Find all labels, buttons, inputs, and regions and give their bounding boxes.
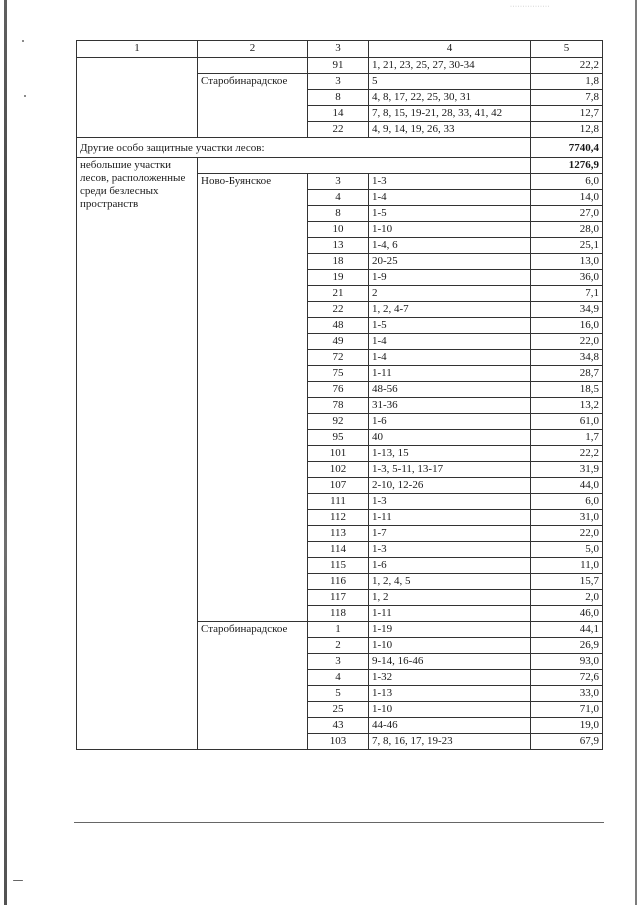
- table-row: [77, 638, 603, 654]
- quarter-cell: 25: [308, 702, 369, 718]
- area-cell: 22,0: [531, 334, 603, 350]
- category-cell: [77, 558, 198, 574]
- plots-cell: 5: [369, 74, 531, 90]
- category-cell: [77, 106, 198, 122]
- table-row: [77, 670, 603, 686]
- table-row: [77, 462, 603, 478]
- plots-cell: 1-19: [369, 622, 531, 638]
- category-cell: [77, 222, 198, 238]
- forestry-cell: [198, 122, 308, 138]
- category-cell: [77, 590, 198, 606]
- quarter-cell: 78: [308, 398, 369, 414]
- category-cell: [77, 654, 198, 670]
- plots-cell: 1-6: [369, 414, 531, 430]
- plots-cell: 1-3: [369, 174, 531, 190]
- area-cell: 27,0: [531, 206, 603, 222]
- area-cell: 28,7: [531, 366, 603, 382]
- forestry-cell: [198, 222, 308, 238]
- forestry-cell: [198, 558, 308, 574]
- table-row: [77, 558, 603, 574]
- forestry-cell: [198, 638, 308, 654]
- plots-cell: 1-4: [369, 334, 531, 350]
- forestry-cell: [198, 718, 308, 734]
- plots-cell: 31-36: [369, 398, 531, 414]
- total-row: [77, 138, 603, 158]
- plots-cell: 4, 8, 17, 22, 25, 30, 31: [369, 90, 531, 106]
- table-row: [77, 478, 603, 494]
- quarter-cell: 4: [308, 190, 369, 206]
- quarter-cell: 75: [308, 366, 369, 382]
- plots-cell: 1-13, 15: [369, 446, 531, 462]
- table-row: [77, 510, 603, 526]
- forestry-cell: Старобинарадское: [198, 622, 308, 638]
- quarter-cell: 18: [308, 254, 369, 270]
- table-row: [77, 654, 603, 670]
- quarter-cell: 22: [308, 302, 369, 318]
- table-row: [77, 414, 603, 430]
- category-cell: [77, 58, 198, 74]
- plots-cell: 7, 8, 16, 17, 19-23: [369, 734, 531, 750]
- plots-cell: 7, 8, 15, 19-21, 28, 33, 41, 42: [369, 106, 531, 122]
- table-row: [77, 286, 603, 302]
- forestry-cell: [198, 510, 308, 526]
- plots-cell: 1-13: [369, 686, 531, 702]
- forestry-cell: [198, 302, 308, 318]
- table-row: [77, 398, 603, 414]
- plots-cell: 1-9: [369, 270, 531, 286]
- category-cell: [77, 334, 198, 350]
- quarter-cell: 1: [308, 622, 369, 638]
- area-cell: 72,6: [531, 670, 603, 686]
- area-cell: 31,9: [531, 462, 603, 478]
- category-cell: [77, 526, 198, 542]
- area-cell: 5,0: [531, 542, 603, 558]
- quarter-cell: 3: [308, 74, 369, 90]
- forestry-cell: [198, 686, 308, 702]
- plots-cell: 1-3: [369, 494, 531, 510]
- area-cell: 33,0: [531, 686, 603, 702]
- area-cell: 36,0: [531, 270, 603, 286]
- plots-cell: 1-7: [369, 526, 531, 542]
- plots-cell: 1-5: [369, 318, 531, 334]
- quarter-cell: 4: [308, 670, 369, 686]
- category-cell: [77, 270, 198, 286]
- area-cell: 61,0: [531, 414, 603, 430]
- quarter-cell: 43: [308, 718, 369, 734]
- quarter-cell: 103: [308, 734, 369, 750]
- category-cell: [77, 670, 198, 686]
- forestry-cell: [198, 190, 308, 206]
- column-number-5: 5: [531, 41, 603, 58]
- area-cell: 22,0: [531, 526, 603, 542]
- subcategory-blank-cell: [198, 158, 531, 174]
- total-label: Другие особо защитные участки лесов:: [77, 138, 531, 158]
- table-row: [77, 446, 603, 462]
- forestry-cell: [198, 430, 308, 446]
- scan-edge-right: [635, 0, 637, 905]
- plots-cell: 1-11: [369, 510, 531, 526]
- table-row: [77, 526, 603, 542]
- subcategory-value: 1276,9: [531, 158, 603, 174]
- area-cell: 31,0: [531, 510, 603, 526]
- table-row: [77, 734, 603, 750]
- plots-cell: 1-11: [369, 606, 531, 622]
- forestry-cell: [198, 58, 308, 74]
- quarter-cell: 111: [308, 494, 369, 510]
- category-cell: [77, 238, 198, 254]
- forestry-cell: [198, 398, 308, 414]
- category-cell: [77, 90, 198, 106]
- forestry-cell: [198, 414, 308, 430]
- forestry-cell: [198, 574, 308, 590]
- table-row: [77, 106, 603, 122]
- category-cell: [77, 398, 198, 414]
- plots-cell: 1-3, 5-11, 13-17: [369, 462, 531, 478]
- area-cell: 6,0: [531, 174, 603, 190]
- plots-cell: 1-10: [369, 222, 531, 238]
- category-cell: [77, 478, 198, 494]
- category-cell: [77, 446, 198, 462]
- forestry-cell: [198, 382, 308, 398]
- plots-cell: 40: [369, 430, 531, 446]
- quarter-cell: 76: [308, 382, 369, 398]
- forestry-cell: [198, 350, 308, 366]
- area-cell: 14,0: [531, 190, 603, 206]
- category-cell: [77, 718, 198, 734]
- area-cell: 7,1: [531, 286, 603, 302]
- plots-cell: 20-25: [369, 254, 531, 270]
- quarter-cell: 115: [308, 558, 369, 574]
- category-cell: [77, 414, 198, 430]
- plots-cell: 1-4: [369, 350, 531, 366]
- table-row: [77, 74, 603, 90]
- forestry-cell: [198, 318, 308, 334]
- forestry-cell: [198, 334, 308, 350]
- quarter-cell: 5: [308, 686, 369, 702]
- quarter-cell: 3: [308, 654, 369, 670]
- plots-cell: 1, 2: [369, 590, 531, 606]
- plots-cell: 1, 2, 4, 5: [369, 574, 531, 590]
- table-header-row: [77, 41, 603, 58]
- quarter-cell: 49: [308, 334, 369, 350]
- forestry-cell: [198, 526, 308, 542]
- table-row: [77, 254, 603, 270]
- quarter-cell: 21: [308, 286, 369, 302]
- forestry-cell: [198, 270, 308, 286]
- scan-edge-left: [4, 0, 7, 905]
- category-cell: [77, 606, 198, 622]
- forestry-cell: [198, 702, 308, 718]
- quarter-cell: 118: [308, 606, 369, 622]
- table-row: [77, 222, 603, 238]
- table-row: [77, 542, 603, 558]
- quarter-cell: 72: [308, 350, 369, 366]
- area-cell: 26,9: [531, 638, 603, 654]
- category-cell: [77, 430, 198, 446]
- forestry-cell: [198, 90, 308, 106]
- table-row: [77, 702, 603, 718]
- area-cell: 22,2: [531, 58, 603, 74]
- area-cell: 93,0: [531, 654, 603, 670]
- category-cell: [77, 734, 198, 750]
- category-cell: [77, 318, 198, 334]
- quarter-cell: 102: [308, 462, 369, 478]
- table-row: [77, 302, 603, 318]
- forestry-cell: [198, 654, 308, 670]
- area-cell: 34,9: [531, 302, 603, 318]
- category-cell: [77, 382, 198, 398]
- forestry-cell: Ново-Буянское: [198, 174, 308, 190]
- column-number-1: 1: [77, 41, 198, 58]
- forestry-cell: [198, 670, 308, 686]
- plots-cell: 48-56: [369, 382, 531, 398]
- table-row: [77, 270, 603, 286]
- subcategory-label-cell: [77, 158, 198, 210]
- table-row: [77, 574, 603, 590]
- column-number-3: 3: [308, 41, 369, 58]
- area-cell: 15,7: [531, 574, 603, 590]
- page-bottom-rule: [74, 822, 604, 823]
- quarter-cell: 117: [308, 590, 369, 606]
- area-cell: 1,8: [531, 74, 603, 90]
- category-cell: [77, 494, 198, 510]
- subcategory-row: [77, 158, 603, 174]
- quarter-cell: 22: [308, 122, 369, 138]
- area-cell: 28,0: [531, 222, 603, 238]
- quarter-cell: 8: [308, 206, 369, 222]
- forestry-cell: [198, 286, 308, 302]
- plots-cell: 1-6: [369, 558, 531, 574]
- category-cell: [77, 462, 198, 478]
- forestry-cell: [198, 494, 308, 510]
- quarter-cell: 2: [308, 638, 369, 654]
- quarter-cell: 10: [308, 222, 369, 238]
- table-row: [77, 334, 603, 350]
- forestry-cell: [198, 238, 308, 254]
- category-cell: [77, 286, 198, 302]
- forestry-cell: [198, 542, 308, 558]
- area-cell: 44,0: [531, 478, 603, 494]
- table-row: [77, 718, 603, 734]
- category-cell: [77, 122, 198, 138]
- forestry-cell: [198, 366, 308, 382]
- table-row: [77, 122, 603, 138]
- table-row: [77, 318, 603, 334]
- table-row: [77, 350, 603, 366]
- area-cell: 25,1: [531, 238, 603, 254]
- plots-cell: 1, 21, 23, 25, 27, 30-34: [369, 58, 531, 74]
- quarter-cell: 91: [308, 58, 369, 74]
- scan-speck: [24, 95, 26, 97]
- forestry-cell: Старобинарадское: [198, 74, 308, 90]
- plots-cell: 1-32: [369, 670, 531, 686]
- forestry-cell: [198, 590, 308, 606]
- area-cell: 22,2: [531, 446, 603, 462]
- quarter-cell: 92: [308, 414, 369, 430]
- quarter-cell: 14: [308, 106, 369, 122]
- subcategory-label: небольшие участки лесов, расположенные среди безлесных пространств: [80, 159, 186, 210]
- area-cell: 34,8: [531, 350, 603, 366]
- quarter-cell: 101: [308, 446, 369, 462]
- table-row: [77, 590, 603, 606]
- area-cell: 44,1: [531, 622, 603, 638]
- category-cell: [77, 366, 198, 382]
- table-row: [77, 238, 603, 254]
- plots-cell: 2: [369, 286, 531, 302]
- quarter-cell: 114: [308, 542, 369, 558]
- quarter-cell: 13: [308, 238, 369, 254]
- area-cell: 18,5: [531, 382, 603, 398]
- forestry-cell: [198, 734, 308, 750]
- plots-cell: 1-4, 6: [369, 238, 531, 254]
- area-cell: 19,0: [531, 718, 603, 734]
- category-cell: [77, 542, 198, 558]
- plots-cell: 1-11: [369, 366, 531, 382]
- area-cell: 2,0: [531, 590, 603, 606]
- table-row: [77, 90, 603, 106]
- table-row: [77, 58, 603, 74]
- area-cell: 46,0: [531, 606, 603, 622]
- quarter-cell: 48: [308, 318, 369, 334]
- scan-speck: [22, 40, 24, 42]
- area-cell: 7,8: [531, 90, 603, 106]
- plots-cell: 44-46: [369, 718, 531, 734]
- forestry-cell: [198, 462, 308, 478]
- plots-cell: 1-4: [369, 190, 531, 206]
- quarter-cell: 95: [308, 430, 369, 446]
- area-cell: 11,0: [531, 558, 603, 574]
- quarter-cell: 3: [308, 174, 369, 190]
- column-number-2: 2: [198, 41, 308, 58]
- forestry-cell: [198, 106, 308, 122]
- table-row: [77, 622, 603, 638]
- plots-cell: 1-3: [369, 542, 531, 558]
- quarter-cell: 113: [308, 526, 369, 542]
- category-cell: [77, 638, 198, 654]
- quarter-cell: 116: [308, 574, 369, 590]
- table-row: [77, 494, 603, 510]
- category-cell: [77, 702, 198, 718]
- area-cell: 12,8: [531, 122, 603, 138]
- category-cell: [77, 74, 198, 90]
- plots-cell: 1-5: [369, 206, 531, 222]
- scan-header-noise: ················: [510, 4, 550, 10]
- table-row: [77, 430, 603, 446]
- forestry-cell: [198, 254, 308, 270]
- area-cell: 1,7: [531, 430, 603, 446]
- category-cell: [77, 686, 198, 702]
- scan-speck: [13, 880, 23, 881]
- forestry-cell: [198, 206, 308, 222]
- category-cell: [77, 510, 198, 526]
- category-cell: [77, 350, 198, 366]
- table-row: [77, 606, 603, 622]
- forest-plots-table: [76, 40, 603, 750]
- plots-cell: 1, 2, 4-7: [369, 302, 531, 318]
- table-row: [77, 686, 603, 702]
- forestry-cell: [198, 478, 308, 494]
- plots-cell: 9-14, 16-46: [369, 654, 531, 670]
- quarter-cell: 8: [308, 90, 369, 106]
- area-cell: 71,0: [531, 702, 603, 718]
- forestry-cell: [198, 446, 308, 462]
- area-cell: 13,2: [531, 398, 603, 414]
- area-cell: 6,0: [531, 494, 603, 510]
- area-cell: 16,0: [531, 318, 603, 334]
- forestry-cell: [198, 606, 308, 622]
- category-cell: [77, 254, 198, 270]
- table-row: [77, 382, 603, 398]
- quarter-cell: 19: [308, 270, 369, 286]
- area-cell: 12,7: [531, 106, 603, 122]
- category-cell: [77, 622, 198, 638]
- area-cell: 13,0: [531, 254, 603, 270]
- plots-cell: 4, 9, 14, 19, 26, 33: [369, 122, 531, 138]
- column-number-4: 4: [369, 41, 531, 58]
- category-cell: [77, 574, 198, 590]
- quarter-cell: 112: [308, 510, 369, 526]
- table-row: [77, 366, 603, 382]
- category-cell: [77, 302, 198, 318]
- plots-cell: 2-10, 12-26: [369, 478, 531, 494]
- plots-cell: 1-10: [369, 638, 531, 654]
- area-cell: 67,9: [531, 734, 603, 750]
- quarter-cell: 107: [308, 478, 369, 494]
- plots-cell: 1-10: [369, 702, 531, 718]
- total-value: 7740,4: [531, 138, 603, 158]
